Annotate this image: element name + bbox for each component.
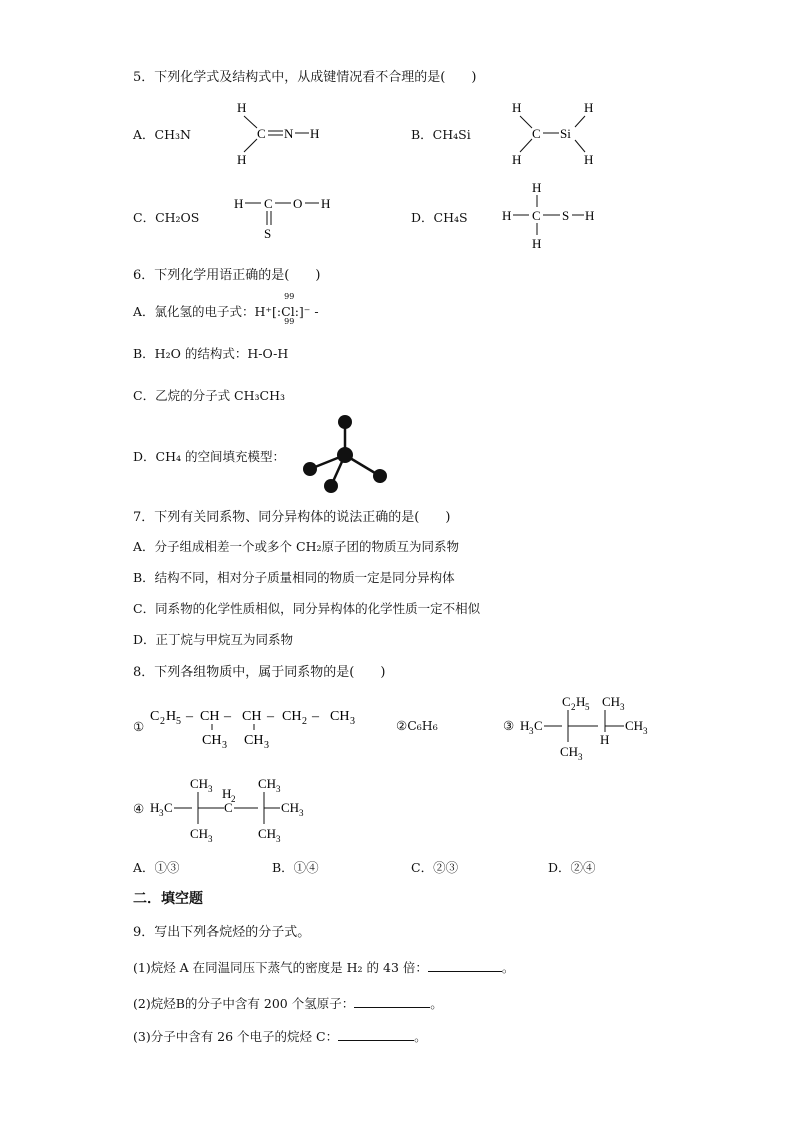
svg-text:H: H <box>532 180 542 195</box>
svg-text:H: H <box>584 152 594 167</box>
q6-option-c: C．乙烷的分子式 CH₃CH₃ <box>133 388 285 403</box>
svg-text:CH: CH <box>330 709 350 724</box>
svg-text:H: H <box>502 208 512 223</box>
svg-text:3: 3 <box>222 740 227 750</box>
svg-text:N: N <box>284 126 294 141</box>
svg-text:CH: CH <box>244 733 264 748</box>
svg-text:CH: CH <box>190 776 209 791</box>
svg-text:C: C <box>164 800 173 815</box>
svg-text:3: 3 <box>208 784 213 794</box>
svg-text:H: H <box>321 196 331 211</box>
q5-option-a: A．CH₃N <box>133 127 191 142</box>
svg-text:C: C <box>257 126 266 141</box>
svg-text:C: C <box>224 800 233 815</box>
q6-option-a-tail: :]⁻ - <box>294 304 319 319</box>
svg-text:C: C <box>150 709 160 724</box>
svg-text:O: O <box>293 196 303 211</box>
svg-text:5: 5 <box>585 702 590 712</box>
svg-text:CH: CH <box>242 709 262 724</box>
q8-structure-1 <box>148 700 370 750</box>
svg-text:C: C <box>532 208 541 223</box>
ch4-ball-model-image <box>298 410 394 496</box>
q8-label-2 <box>396 718 438 733</box>
q7-option-d: D．正丁烷与甲烷互为同系物 <box>133 632 294 647</box>
q8-option-a: A．①③ <box>133 860 180 875</box>
svg-text:C: C <box>264 196 273 211</box>
q9-part-3 <box>133 1027 427 1045</box>
q6-option-a-cl: Cl <box>281 304 295 319</box>
svg-text:CH: CH <box>202 733 222 748</box>
q6-option-a-dots-top: 99 <box>284 292 295 301</box>
q5-option-d: D．CH₄S <box>411 210 468 225</box>
q9-part-3-text: (3)分子中含有 26 个电子的烷烃 C： <box>133 1029 339 1044</box>
q9-part-1-text: (1)烷烃 A 在同温同压下蒸气的密度是 H₂ 的 43 倍： <box>133 960 428 975</box>
q7-option-c: C．同系物的化学性质相似，同分异构体的化学性质一定不相似 <box>133 601 481 616</box>
svg-text:3: 3 <box>620 702 625 712</box>
q8-option-d: D．②④ <box>548 860 596 875</box>
q5-stem: 5．下列化学式及结构式中，从成键情况看不合理的是( ) <box>133 70 477 85</box>
q7-option-a: A．分子组成相差一个或多个 CH₂原子团的物质互为同系物 <box>133 539 459 554</box>
q9-answer-blank-2[interactable] <box>354 995 430 1008</box>
q7-stem: 7．下列有关同系物、同分异构体的说法正确的是( ) <box>133 510 451 525</box>
q9-answer-blank-1[interactable] <box>428 959 502 972</box>
q5-structure-d <box>498 178 608 254</box>
q5-option-b: B．CH₄Si <box>411 127 471 142</box>
q9-part-2 <box>133 994 443 1012</box>
q7-option-b: B．结构不同，相对分子质量相同的物质一定是同分异构体 <box>133 570 455 585</box>
q5-structure-b <box>505 96 605 168</box>
svg-text:H: H <box>310 126 320 141</box>
svg-text:5: 5 <box>176 716 181 727</box>
svg-text:3: 3 <box>276 784 281 794</box>
q9-part-1 <box>133 958 514 976</box>
q8-structure-3 <box>518 690 658 762</box>
svg-text:3: 3 <box>578 752 583 762</box>
q8-label-1: ① <box>133 719 145 734</box>
q9-stem: 9．写出下列各烷烃的分子式。 <box>133 925 311 940</box>
svg-text:3: 3 <box>529 726 534 736</box>
q8-c6h6: C₆H₆ <box>407 718 438 733</box>
svg-text:H: H <box>576 694 586 709</box>
svg-text:C: C <box>534 718 543 733</box>
q9-part-1-end: 。 <box>501 960 515 975</box>
svg-text:H: H <box>512 152 522 167</box>
svg-text:CH: CH <box>282 709 302 724</box>
svg-text:CH: CH <box>281 800 300 815</box>
q8-structure-4 <box>148 772 318 844</box>
q6-stem: 6．下列化学用语正确的是( ) <box>133 268 321 283</box>
q5-structure-a <box>230 96 330 168</box>
q5-option-c: C．CH₂OS <box>133 210 200 225</box>
q8-stem: 8．下列各组物质中，属于同系物的是( ) <box>133 665 386 680</box>
svg-text:CH: CH <box>190 826 209 841</box>
svg-text:–: – <box>267 709 274 724</box>
svg-text:C: C <box>532 126 541 141</box>
q9-part-2-end: 。 <box>430 996 443 1011</box>
section-title-fill-in: 二．填空题 <box>133 891 203 907</box>
svg-text:S: S <box>264 226 272 241</box>
q6-option-a-label: A．氯化氢的电子式： <box>133 304 255 319</box>
svg-text:H: H <box>166 709 177 724</box>
svg-text:S: S <box>562 208 570 223</box>
q8-label-3: ③ <box>503 718 515 733</box>
q9-part-3-end: 。 <box>414 1029 427 1044</box>
svg-text:H: H <box>585 208 595 223</box>
svg-text:CH: CH <box>625 718 644 733</box>
svg-text:CH: CH <box>258 826 277 841</box>
svg-text:3: 3 <box>159 808 164 818</box>
q8-option-c: C．②③ <box>411 860 459 875</box>
q6-option-b: B．H₂O 的结构式：H-O-H <box>133 346 289 361</box>
svg-text:3: 3 <box>276 834 281 844</box>
svg-text:–: – <box>186 709 193 724</box>
svg-text:2: 2 <box>302 716 307 727</box>
q9-part-2-text: (2)烷烃B的分子中含有 200 个氢原子： <box>133 996 355 1011</box>
svg-text:CH: CH <box>200 709 220 724</box>
svg-text:H: H <box>584 100 594 115</box>
svg-text:H: H <box>532 236 542 251</box>
svg-text:–: – <box>312 709 319 724</box>
svg-text:H: H <box>520 718 530 733</box>
q5-structure-c <box>230 190 340 242</box>
svg-text:3: 3 <box>299 808 304 818</box>
svg-text:H: H <box>512 100 522 115</box>
svg-text:H: H <box>600 732 610 747</box>
svg-text:CH: CH <box>560 744 579 759</box>
svg-text:3: 3 <box>208 834 213 844</box>
svg-text:3: 3 <box>264 740 269 750</box>
q8-label-4: ④ <box>133 801 145 816</box>
svg-text:3: 3 <box>350 716 355 727</box>
q8-option-b: B．①④ <box>272 860 319 875</box>
svg-text:CH: CH <box>258 776 277 791</box>
svg-text:H: H <box>237 100 247 115</box>
svg-text:2: 2 <box>160 716 165 727</box>
svg-text:H: H <box>222 786 232 801</box>
svg-text:–: – <box>224 709 231 724</box>
svg-text:C: C <box>562 694 571 709</box>
q9-answer-blank-3[interactable] <box>338 1028 414 1041</box>
svg-text:2: 2 <box>231 794 236 804</box>
q6-option-d: D．CH₄ 的空间填充模型： <box>133 449 285 464</box>
q6-option-a <box>133 292 319 326</box>
q6-option-a-formula: H⁺[: <box>254 304 282 319</box>
svg-text:H: H <box>237 152 247 167</box>
q6-option-a-dots-bottom: 99 <box>284 317 295 326</box>
svg-text:H: H <box>234 196 244 211</box>
svg-text:CH: CH <box>602 694 621 709</box>
svg-text:3: 3 <box>643 726 648 736</box>
svg-text:H: H <box>150 800 160 815</box>
svg-text:2: 2 <box>571 702 576 712</box>
q8-label-2-num: ② <box>396 718 408 733</box>
svg-text:Si: Si <box>560 126 571 141</box>
